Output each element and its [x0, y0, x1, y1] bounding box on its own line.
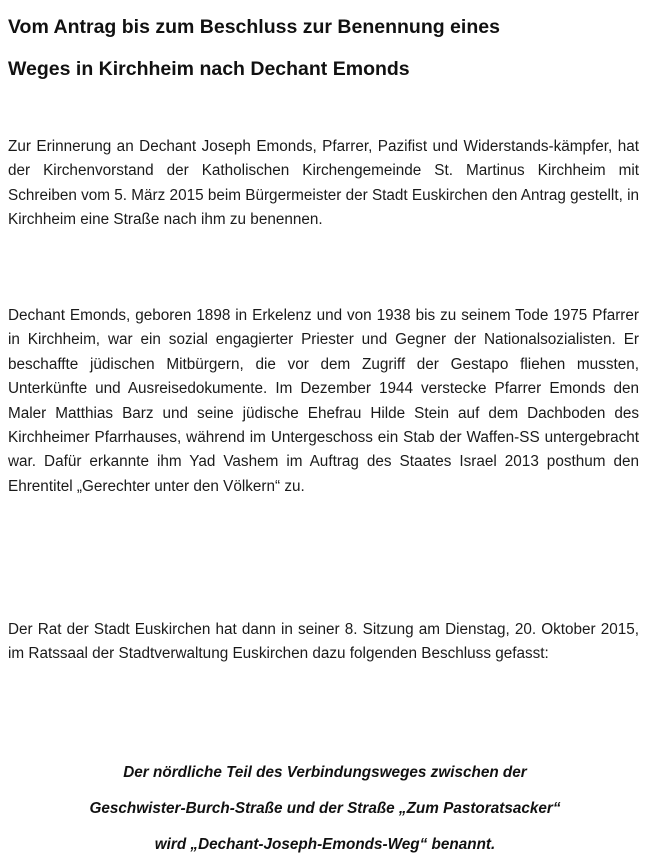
resolution-line-3: wird „Dechant-Joseph-Emonds-Weg“ benannt. [154, 836, 496, 853]
resolution-line-2: Geschwister-Burch-Straße und der Straße „Zum Pastoratsacker“ [89, 800, 561, 817]
title-line-2: Weges in Kirchheim nach Dechant Emonds [8, 58, 410, 80]
title-line-1: Vom Antrag bis zum Beschluss zur Benennung eines [8, 16, 500, 38]
paragraph-request: Zur Erinnerung an Dechant Joseph Emonds, Pfarrer, Pazifist und Widerstands-kämpfer, hat der Kirchenvorstand der Katholischen Kirchengemeinde St. Martinus Kirchheim mit Schreiben vom 5. März 2015 beim Bürgermeister der Stadt Euskirchen den Antrag gestellt, in Kirchheim eine Straße nach ihm zu benennen. [8, 138, 639, 229]
paragraph-biography: Dechant Emonds, geboren 1898 in Erkelenz und von 1938 bis zu seinem Tode 1975 Pfarrer in Kirchheim, war ein sozial engagierter Priester und Gegner der Nationalsozialisten. Er beschaffte jüdischen Mitbürgern, die vor dem Zugriff der Gestapo fliehen mussten, Unterkünfte und Ausreisedokumente. Im Dezember 1944 verstecke Pfarrer Emonds den Maler Matthias Barz und seine jüdische Ehefrau Hilde Stein auf dem Dachboden des Kirchheimer Pfarrhauses, während im Untergeschoss ein Stab der Waffen-SS untergebracht war. Dafür erkannte ihm Yad Vashem im Auftrag des Staates Israel 2013 posthum den Ehrentitel „Gerechter unter den Völkern“ zu. [8, 307, 639, 495]
resolution-line-1: Der nördliche Teil des Verbindungsweges zwischen der [123, 764, 527, 781]
document-title [8, 6, 638, 90]
paragraph-council-decision: Der Rat der Stadt Euskirchen hat dann in seiner 8. Sitzung am Dienstag, 20. Oktober 2015, im Ratssaal der Stadtverwaltung Euskirchen dazu folgenden Beschluss gefasst: [8, 621, 639, 663]
resolution-text [0, 755, 650, 863]
